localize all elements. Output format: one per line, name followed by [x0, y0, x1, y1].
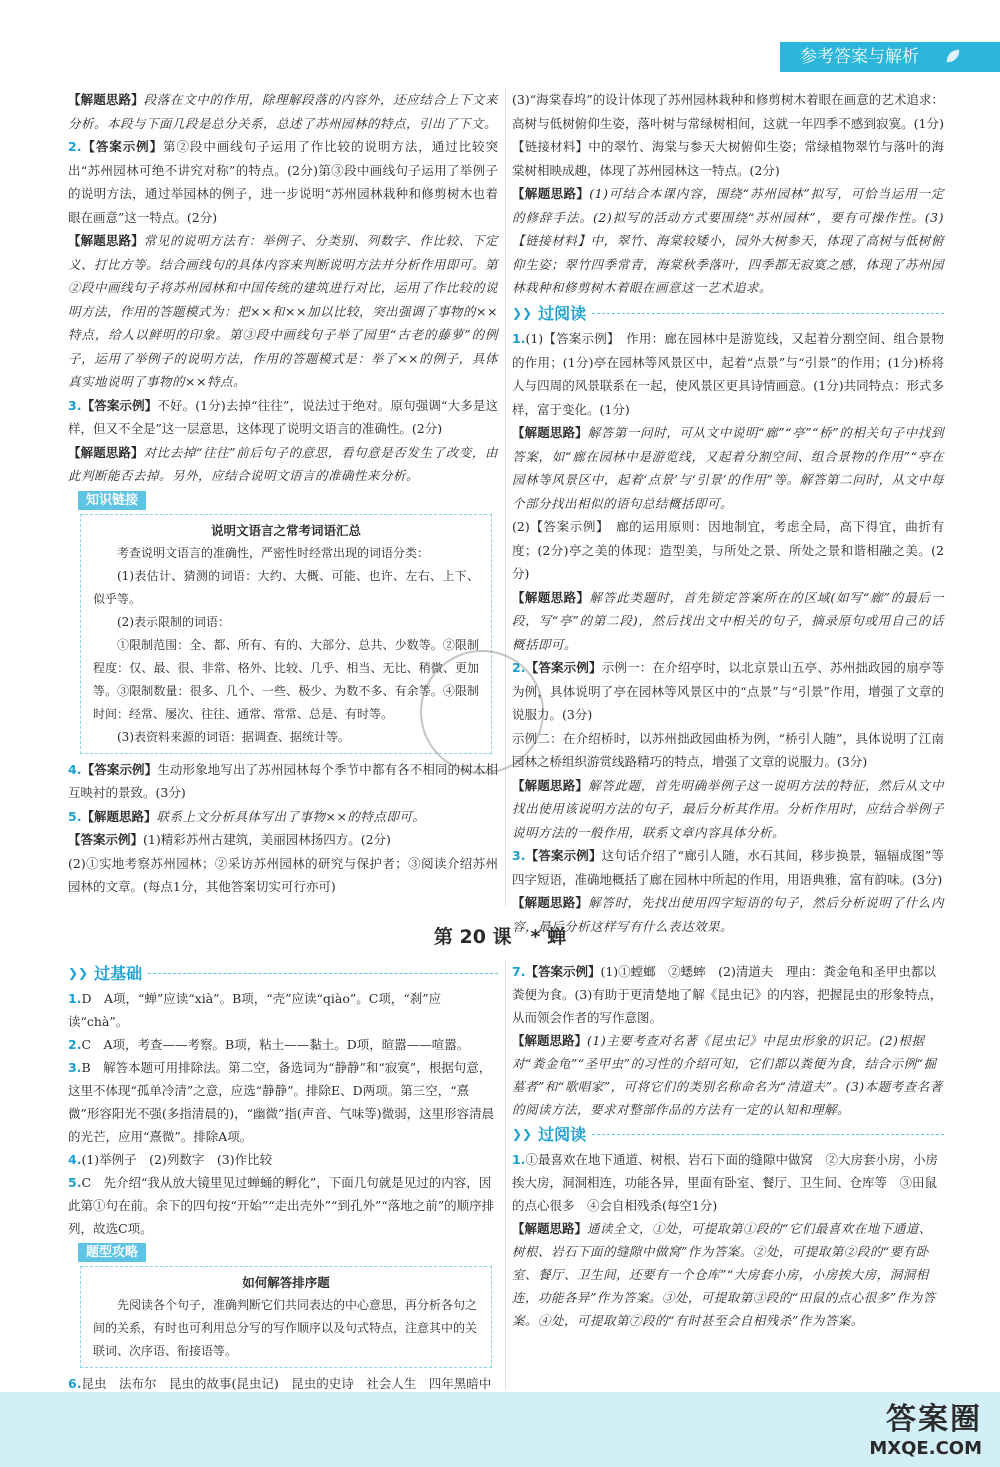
item-number: 7.: [512, 964, 526, 979]
answer-item: [512, 586, 944, 657]
chevron-icon: ❯❯: [68, 966, 89, 980]
sort-tips-banner: 题型攻略: [78, 1243, 146, 1262]
answer-item: [68, 88, 498, 135]
item-number: 3.: [68, 1060, 82, 1075]
item-text: 段落在文中的作用，除理解段落的内容外，还应结合上下文来分析。本段与下面几段是总分关系，总述了苏州园林的特点，引出了下文。: [68, 92, 498, 131]
lesson-title: 第 20 课 * 蝉: [433, 926, 567, 948]
item-text: 昆虫 法布尔 昆虫的故事(昆虫记) 昆虫的史诗 社会人生 四年黑暗中: [81, 1376, 492, 1391]
sort-tips-box: [80, 1266, 492, 1368]
item-number: 5.: [68, 1175, 82, 1190]
reading-section-header: [512, 302, 944, 326]
reading-section-header-lower: [512, 1123, 944, 1146]
item-tag: 【解题思路】: [512, 186, 590, 201]
item-tag: 【答案示例】: [68, 832, 144, 847]
item-tag: 【答案示例】: [81, 397, 158, 413]
answer-item: [512, 1148, 944, 1217]
item-tag: 【答案示例】: [81, 139, 164, 154]
item-text: (2)【答案示例】 廊的运用原则：因地制宜，考虑全局，高下得宜，曲折有度；(2分)亭之美的体现：造型美，与所处之景、所处之景和谐相融之美。(2分): [512, 519, 944, 581]
item-number: 2.: [512, 660, 526, 675]
column-divider: [505, 88, 506, 906]
answer-item: [68, 229, 498, 394]
column-divider-lower: [505, 960, 506, 1390]
item-tag: 【解题思路】: [81, 808, 157, 824]
watermark-url: MXQE.COM: [869, 1438, 982, 1459]
answer-item: [68, 1171, 498, 1240]
answer-item: [68, 394, 498, 441]
item-text: (1)①螳螂 ②蟋蟀 (2)清道夫 理由：粪金龟和圣甲虫都以粪便为食。(3)有助于更清楚地了解《昆虫记》的内容，把握昆虫的形象特点，从而领会作者的写作意图。: [512, 964, 943, 1025]
item-text: (1)举例子 (2)列数字 (3)作比较: [81, 1152, 273, 1167]
item-number: 3.: [68, 397, 82, 413]
item-number: 5.: [68, 808, 82, 824]
item-text: (1)精彩苏州古建筑，美丽园林扬四方。(2分): [143, 832, 391, 847]
watermark-logo: 答案圈: [886, 1402, 982, 1437]
answer-item: [68, 805, 498, 829]
answer-item: [512, 656, 944, 727]
item-text: (1)【答案示例】 作用：廊在园林中是游览线，又起着分割空间、组合景物的作用；(1分)亭在园林等风景区中，起着“点景”与“引景”的作用；(1分)桥将人与四周的风景联系在一起，使风景区更具诗情画意。(1分)共同特点：形式多样，富于变化。(1分): [512, 331, 944, 417]
item-text: 常见的说明方法有：举例子、分类别、列数字、作比较、下定义、打比方等。结合画线句的具体内容来判断说明方法并分析作用即可。第②段中画线句子将苏州园林和中国传统的建筑进行对比，运用了作比较的说明方法，作用的答题模式为：把××和××加以比较，突出强调了事物的××特点，给人以鲜明的印象。第③段中画线句子举了园里“古老的藤萝”的例子，运用了举例子的说明方法，作用的答题模式是：举了××的例子，具体真实地说明了事物的××特点。: [68, 233, 498, 389]
answer-item: [68, 441, 498, 488]
item-text: C A项，考查——考察。B项，粘土——黏土。D项，暄嚣——喧嚣。: [81, 1037, 470, 1052]
answer-item: [68, 758, 498, 805]
answer-item: [68, 1033, 498, 1056]
reading-section-title-lower: 过阅读: [538, 1125, 587, 1144]
section-header-tab: [780, 42, 1000, 72]
item-number: 1.: [512, 1152, 526, 1167]
seal-stamp: [420, 650, 544, 774]
left-column: [68, 88, 498, 899]
box-line: (3)表资料来源的词语：据调查、据统计等。: [117, 729, 350, 744]
box-line: 先阅读各个句子，准确判断它们共同表达的中心意思，再分析各句之间的关系，有时也可利用总分写的写作顺序以及句式特点，注意其中的关联词、次序语、衔接语等。: [93, 1298, 478, 1358]
section-rule: [592, 313, 944, 314]
item-number: 4.: [68, 1152, 82, 1167]
item-number: 1.: [68, 991, 82, 1006]
box-line: 考查说明文语言的准确性，严密性时经常出现的词语分类：: [117, 545, 430, 560]
item-number: 6.: [68, 1376, 82, 1391]
lower-right-column: [512, 960, 944, 1332]
watermark: [869, 1394, 982, 1459]
item-tag: 【解题思路】: [512, 589, 590, 605]
item-tag: 【答案示例】: [525, 964, 601, 979]
answer-item: [512, 515, 944, 586]
item-text: 不好。(1分)去掉“往往”，说法过于绝对。原句强调“大多是这样，但又不全是”这一层意思，这体现了说明文语言的准确性。(2分): [68, 397, 498, 436]
box-line: (1)表估计、猜测的词语：大约、大概、可能、也许、左右、上下、似乎等。: [93, 568, 479, 606]
item-number: 1.: [512, 331, 526, 346]
answer-item: [68, 135, 498, 229]
answer-item: [512, 88, 944, 182]
basics-section-title: 过基础: [94, 964, 143, 983]
sort-tips-title: 如何解答排序题: [242, 1275, 330, 1290]
item-text: (1)主要考查对名著《昆虫记》中昆虫形象的识记。(2)根据对“粪金龟”“圣甲虫”的习性的介绍可知，它们都以粪便为食，结合示例“掘墓者”和“歌唱家”，可将它们的类别名称命名为“清道夫”。(3)本题考查名著的阅读方法，要求对整部作品的方法有一定的认知和理解。: [512, 1033, 943, 1117]
item-text: 示例一：在介绍亭时，以北京景山五亭、苏州拙政园的扇亭等为例，具体说明了亭在园林等风景区中的“点景”与“引景”作用，增强了文章的说服力。(3分): [512, 660, 944, 722]
answer-item: [512, 327, 944, 421]
chevron-icon: ❯❯: [512, 305, 533, 320]
item-tag: 【解题思路】: [512, 777, 589, 793]
item-tag: 【解题思路】: [512, 425, 588, 440]
answer-item: [512, 727, 944, 774]
item-tag: 【解题思路】: [512, 895, 589, 910]
item-number: 2.: [68, 1037, 82, 1052]
item-text: 生动形象地写出了苏州园林每个季节中都有各不相同的树木相互映衬的景致。(3分): [68, 761, 498, 800]
answer-item: [68, 828, 498, 852]
item-tag: 【答案示例】: [525, 660, 602, 675]
item-text: 解答此题，首先明确举例子这一说明方法的特征，然后从文中找出使用该说明方法的句子，最后分析其作用。分析作用时，应结合举例子说明方法的一般作用，联系文章内容具体分析。: [512, 777, 944, 840]
right-column: [512, 88, 944, 938]
section-rule: [148, 973, 498, 974]
item-tag: 【解题思路】: [68, 444, 144, 460]
answer-item: [512, 844, 944, 891]
item-number: 2.: [68, 139, 82, 154]
item-text: ①最喜欢在地下通道、树根、岩石下面的缝隙中做窝 ②大房套小房，小房挨大房，洞洞相连，功能各异，里面有卧室、餐厅、卫生间、仓库等 ③田鼠的点心很多 ④会自相残杀(每空1分): [512, 1152, 938, 1213]
item-text: 对比去掉“往往”前后句子的意思，看句意是否发生了改变，由此判断能否去掉。另外，应结合说明文语言的准确性来分析。: [68, 444, 498, 483]
leaf-icon: [944, 47, 962, 65]
answer-item: [512, 182, 944, 300]
item-tag: 【解题思路】: [512, 1221, 588, 1236]
answer-item: [512, 421, 944, 515]
header-label: 参考答案与解析: [800, 47, 919, 67]
chevron-icon: ❯❯: [512, 1127, 533, 1141]
answer-item: [68, 852, 498, 899]
item-text: (3)“海棠春坞”的设计体现了苏州园林栽种和修剪树木着眼在画意的艺术追求：高树与低树俯仰生姿，落叶树与常绿树相间，这就一年四季不感到寂寞。(1分)【链接材料】中的翠竹、海棠与参天大树俯仰生姿；常绿植物翠竹与落叶的海棠树相映成趣，体现了苏州园林这一特点。(2分): [512, 92, 944, 178]
item-text: (1)可结合本课内容，围绕“苏州园林”拟写，可恰当运用一定的修辞手法。(2)拟写的活动方式要围绕“苏州园林”，要有可操作性。(3)【链接材料】中，翠竹、海棠较矮小，园外大树参天，体现了高树与低树俯仰生姿；翠竹四季常青，海棠秋季落叶，四季都无寂寞之感，体现了苏州园林栽种和修剪树木着眼在画意这一艺术追求。: [512, 186, 944, 295]
answer-item: [512, 1029, 944, 1121]
item-text: 联系上文分析具体写出了事物××的特点即可。: [156, 808, 426, 824]
item-text: C 先介绍“我从放大镜里见过蝉蛹的孵化”，下面几句就是见过的内容，因此第①句在前。余下的四句按“开始”“走出壳外”“到孔外”“落地之前”的顺序排列，故选C项。: [68, 1175, 495, 1236]
basics-section-header: [68, 962, 498, 985]
item-text: 解答时，先找出使用四字短语的句子，然后分析说明了什么内容，最后分析这样写有什么表达效果。: [512, 895, 944, 934]
item-tag: 【解题思路】: [68, 233, 144, 248]
answer-item: [68, 1056, 498, 1148]
knowledge-link-banner: 知识链接: [78, 491, 146, 510]
item-text: B 解答本题可用排除法。第二空，备选词为“静静”和“寂寞”，根据句意，这里不体现“孤单冷清”之意，应选“静静”。排除E、D两项。第三空，“熹微”形容阳光不强(多指清晨的)，“幽微”指(声音、气味等)微弱，这里形容清晨的光芒，应用“熹微”。排除A项。: [68, 1060, 495, 1144]
bottom-band: [0, 1392, 1000, 1467]
box-line: (2)表示限制的词语：: [117, 614, 230, 629]
section-rule: [592, 1134, 944, 1135]
item-text: 这句话介绍了“廊引人随，水石其间，移步换景，辐辐成图”等四字短语，准确地概括了廊在园林中所起的作用，用语典雅，富有韵味。(3分): [512, 848, 944, 887]
item-tag: 【解题思路】: [512, 1033, 588, 1048]
item-text: 解答第一问时，可从文中说明“廊”“亭”“桥”的相关句子中找到答案，如“廊在园林中是游览线，又起着分割空间、组合景物的作用”“亭在园林等风景区中，起着‘点景’与‘引景’的作用”等。解答第二问时，从文中每个部分找出相似的语句总结概括即可。: [512, 425, 944, 511]
answer-item: [68, 1148, 498, 1171]
item-number: 4.: [68, 761, 82, 777]
item-number: 3.: [512, 848, 526, 863]
knowledge-link-title: 说明文语言之常考词语汇总: [210, 522, 361, 538]
item-tag: 【答案示例】: [81, 761, 158, 777]
reading-section-title: 过阅读: [538, 303, 587, 323]
item-text: D A项，“蝉”应读“xià”。B项，“壳”应读“qiào”。C项，“刹”应读“chà”。: [68, 991, 442, 1029]
item-text: 解答此类题时，首先锁定答案所在的区域(如写“廊”的最后一段，写“亭”的第二段)，然后找出文中相关的句子，摘录原句或用自己的话概括即可。: [512, 589, 944, 652]
answer-item: [512, 960, 944, 1029]
item-text: 示例二：在介绍桥时，以苏州拙政园曲桥为例，“桥引人随”，具体说明了江南园林之桥组织游赏线路精巧的特点，增强了文章的说服力。(3分): [512, 730, 944, 769]
item-tag: 【答案示例】: [525, 848, 602, 863]
item-tag: 【解题思路】: [68, 92, 144, 107]
answer-item: [512, 1217, 944, 1332]
answer-item: [68, 987, 498, 1033]
answer-item: [512, 774, 944, 845]
item-text: 通读全文，①处，可提取第①段的“它们最喜欢在地下通道、树根、岩石下面的缝隙中做窝”作为答案。②处，可提取第②段的“要有卧室、餐厅、卫生间，还要有一个仓库”“大房套小房，小房挨大房，洞洞相连，功能各异”作为答案。③处，可提取第③段的“田鼠的点心很多”作为答案。④处，可提取第⑦段的“有时甚至会自相残杀”作为答案。: [512, 1221, 936, 1328]
item-text: 第②段中画线句子运用了作比较的说明方法，通过比较突出“苏州园林可绝不讲究对称”的特点。(2分)第③段中画线句子运用了举例子的说明方法，通过举园林的例子，进一步说明“苏州园林栽种和修剪树木也着眼在画意”这一特点。(2分): [68, 139, 498, 225]
item-text: (2)①实地考察苏州园林；②采访苏州园林的研究与保护者；③阅读介绍苏州园林的文章。(每点1分，其他答案切实可行亦可): [68, 855, 498, 894]
lower-left-column: [68, 960, 498, 1418]
box-line: ①限制范围：全、都、所有、有的、大部分、总共、少数等。②限制程度：仅、最、很、非常、格外、比较、几乎、相当、无比、稍微、更加等。③限制数量：很多、几个、一些、极少、为数不多、有余等。④限制时间：经常、屡次、往往、通常、常常、总是、有时等。: [93, 637, 479, 721]
